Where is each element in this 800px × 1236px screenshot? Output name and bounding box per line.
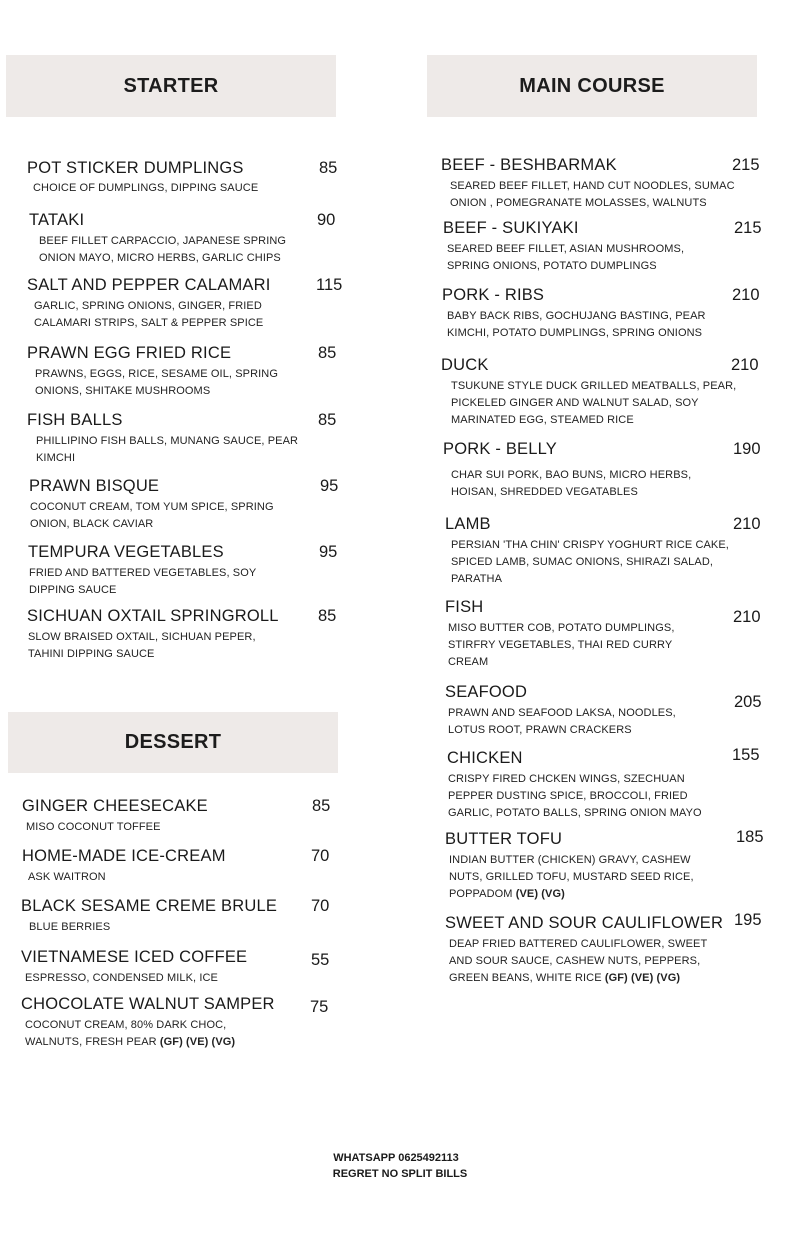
- item-desc: GARLIC, SPRING ONIONS, GINGER, FRIED CALAMARI STRIPS, SALT & PEPPER SPICE: [34, 300, 264, 329]
- item-name: VIETNAMESE ICED COFFEE: [21, 948, 248, 966]
- item-price: 90: [317, 211, 336, 229]
- menu-item: [27, 159, 338, 197]
- menu-item: [22, 847, 330, 886]
- main-course-header: [427, 55, 757, 117]
- item-desc-text: INDIAN BUTTER (CHICKEN) GRAVY, CASHEW NUTS, GRILLED TOFU, MUSTARD SEED RICE, POPPADOM: [449, 854, 694, 900]
- item-price: 210: [732, 286, 760, 304]
- item-desc: CRISPY FIRED CHCKEN WINGS, SZECHUAN PEPPER DUSTING SPICE, BROCCOLI, FRIED GARLIC, POTATO BALLS, SPRING ONION MAYO: [448, 773, 702, 819]
- item-price: 210: [733, 608, 761, 626]
- item-name: GINGER CHEESECAKE: [22, 797, 208, 815]
- menu-item: [28, 543, 338, 599]
- item-price: 115: [316, 276, 343, 294]
- item-price: 205: [734, 693, 762, 711]
- menu-item: [21, 897, 330, 936]
- item-price: 55: [311, 951, 330, 969]
- item-price: 195: [734, 911, 762, 929]
- item-name: DUCK: [441, 356, 489, 374]
- item-desc: SEARED BEEF FILLET, HAND CUT NOODLES, SUMAC ONION , POMEGRANATE MOLASSES, WALNUTS: [450, 180, 735, 209]
- menu-item: [445, 683, 775, 739]
- item-desc: FRIED AND BATTERED VEGETABLES, SOY DIPPING SAUCE: [29, 567, 257, 596]
- item-price: 185: [736, 828, 764, 846]
- item-name: FISH BALLS: [27, 411, 123, 429]
- item-name: TATAKI: [29, 211, 85, 229]
- item-price: 85: [318, 344, 337, 362]
- menu-item: [21, 995, 329, 1051]
- item-desc: TSUKUNE STYLE DUCK GRILLED MEATBALLS, PEAR, PICKELED GINGER AND WALNUT SALAD, SOY MARINATED EGG, STEAMED RICE: [451, 380, 737, 426]
- item-desc-text: DEAP FRIED BATTERED CAULIFLOWER, SWEET AND SOUR SAUCE, CASHEW NUTS, PEPPERS, GREEN BEANS, WHITE RICE: [449, 938, 708, 984]
- item-name: TEMPURA VEGETABLES: [28, 543, 224, 561]
- menu-item: [443, 440, 773, 501]
- item-price: 85: [318, 411, 337, 429]
- item-price: 215: [732, 156, 760, 174]
- item-name: CHICKEN: [447, 749, 523, 767]
- dietary-tags: (VE) (VG): [515, 888, 565, 900]
- menu-item: [445, 911, 775, 987]
- item-price: 210: [731, 356, 759, 374]
- starter-title: STARTER: [123, 74, 219, 97]
- item-name: PORK - RIBS: [442, 286, 545, 304]
- item-price: 215: [734, 219, 762, 237]
- item-price: 85: [312, 797, 331, 815]
- item-desc: COCONUT CREAM, TOM YUM SPICE, SPRING ONION, BLACK CAVIAR: [30, 501, 274, 530]
- menu-item: [27, 411, 337, 467]
- item-price: 70: [311, 847, 330, 865]
- item-desc: ESPRESSO, CONDENSED MILK, ICE: [25, 972, 218, 984]
- item-name: POT STICKER DUMPLINGS: [27, 159, 244, 177]
- item-price: 210: [733, 515, 761, 533]
- item-name: SICHUAN OXTAIL SPRINGROLL: [27, 607, 279, 625]
- item-name: PORK - BELLY: [443, 440, 557, 458]
- menu-item: [441, 356, 771, 429]
- item-name: BEEF - BESHBARMAK: [441, 156, 617, 174]
- item-desc: BABY BACK RIBS, GOCHUJANG BASTING, PEAR KIMCHI, POTATO DUMPLINGS, SPRING ONIONS: [447, 310, 706, 339]
- item-desc: CHOICE OF DUMPLINGS, DIPPING SAUCE: [33, 182, 259, 194]
- item-name: BEEF - SUKIYAKI: [443, 219, 579, 237]
- item-desc: SEARED BEEF FILLET, ASIAN MUSHROOMS, SPRING ONIONS, POTATO DUMPLINGS: [447, 243, 685, 272]
- item-name: BUTTER TOFU: [445, 830, 563, 848]
- item-desc: PRAWN AND SEAFOOD LAKSA, NOODLES, LOTUS ROOT, PRAWN CRACKERS: [448, 707, 676, 736]
- item-price: 85: [319, 159, 338, 177]
- item-name: PRAWN EGG FRIED RICE: [27, 344, 232, 362]
- item-desc: MISO COCONUT TOFFEE: [26, 821, 161, 833]
- menu-item: [29, 477, 339, 533]
- item-price: 95: [320, 477, 339, 495]
- item-name: FISH: [445, 598, 484, 616]
- menu-item: [27, 276, 343, 332]
- item-price: 95: [319, 543, 338, 561]
- item-desc: BEEF FILLET CARPACCIO, JAPANESE SPRING ONION MAYO, MICRO HERBS, GARLIC CHIPS: [39, 235, 287, 264]
- menu-item: [447, 746, 777, 822]
- dessert-header: [8, 712, 338, 773]
- menu-item: [445, 830, 775, 903]
- item-desc: PRAWNS, EGGS, RICE, SESAME OIL, SPRING ONIONS, SHITAKE MUSHROOMS: [35, 368, 278, 397]
- dietary-tags: (GF) (VE) (VG): [604, 972, 681, 984]
- item-desc: ASK WAITRON: [28, 871, 106, 883]
- menu-item: [441, 156, 771, 212]
- item-desc: SLOW BRAISED OXTAIL, SICHUAN PEPER, TAHINI DIPPING SAUCE: [28, 631, 256, 660]
- item-name: PRAWN BISQUE: [29, 477, 160, 495]
- item-name: BLACK SESAME CREME BRULE: [21, 897, 278, 915]
- menu-item: [27, 344, 337, 400]
- item-name: LAMB: [445, 515, 491, 533]
- item-desc-text: COCONUT CREAM, 80% DARK CHOC, WALNUTS, FRESH PEAR: [25, 1019, 227, 1048]
- item-desc: [445, 852, 709, 903]
- item-price: 70: [311, 897, 330, 915]
- whatsapp-contact: WHATSAPP 0625492113: [333, 1152, 459, 1164]
- menu-item: [442, 286, 772, 342]
- menu-item: [445, 515, 775, 588]
- item-desc: CHAR SUI PORK, BAO BUNS, MICRO HERBS, HOISAN, SHREDDED VEGATABLES: [451, 469, 692, 498]
- item-desc: [21, 1017, 255, 1051]
- item-desc: BLUE BERRIES: [29, 921, 111, 933]
- item-price: 155: [732, 746, 760, 764]
- item-name: CHOCOLATE WALNUT SAMPER: [21, 995, 275, 1013]
- item-price: 75: [310, 998, 329, 1016]
- main-course-title: MAIN COURSE: [519, 74, 665, 97]
- split-bills-notice: REGRET NO SPLIT BILLS: [332, 1168, 468, 1180]
- footer: [0, 1150, 800, 1182]
- menu-item: [445, 598, 775, 671]
- item-price: 85: [318, 607, 337, 625]
- dessert-title: DESSERT: [124, 731, 222, 753]
- item-name: SEAFOOD: [445, 683, 528, 701]
- menu-item: [22, 797, 331, 836]
- menu-item: [29, 211, 336, 267]
- item-desc: MISO BUTTER COB, POTATO DUMPLINGS, STIRFRY VEGETABLES, THAI RED CURRY CREAM: [448, 622, 675, 668]
- dietary-tags: (GF) (VE) (VG): [159, 1036, 236, 1048]
- menu-item: [27, 607, 337, 663]
- item-desc: PHILLIPINO FISH BALLS, MUNANG SAUCE, PEAR KIMCHI: [36, 435, 299, 464]
- item-price: 190: [733, 440, 761, 458]
- menu-item: [21, 948, 330, 987]
- item-name: HOME-MADE ICE-CREAM: [22, 847, 226, 865]
- item-name: SALT AND PEPPER CALAMARI: [27, 276, 271, 294]
- item-desc: PERSIAN 'THA CHIN' CRISPY YOGHURT RICE CAKE, SPICED LAMB, SUMAC ONIONS, SHIRAZI SALAD, PARATHA: [451, 539, 729, 585]
- item-desc: [445, 936, 719, 987]
- item-name: SWEET AND SOUR CAULIFLOWER: [445, 914, 724, 932]
- menu-item: [443, 219, 773, 275]
- starter-header: [6, 55, 336, 117]
